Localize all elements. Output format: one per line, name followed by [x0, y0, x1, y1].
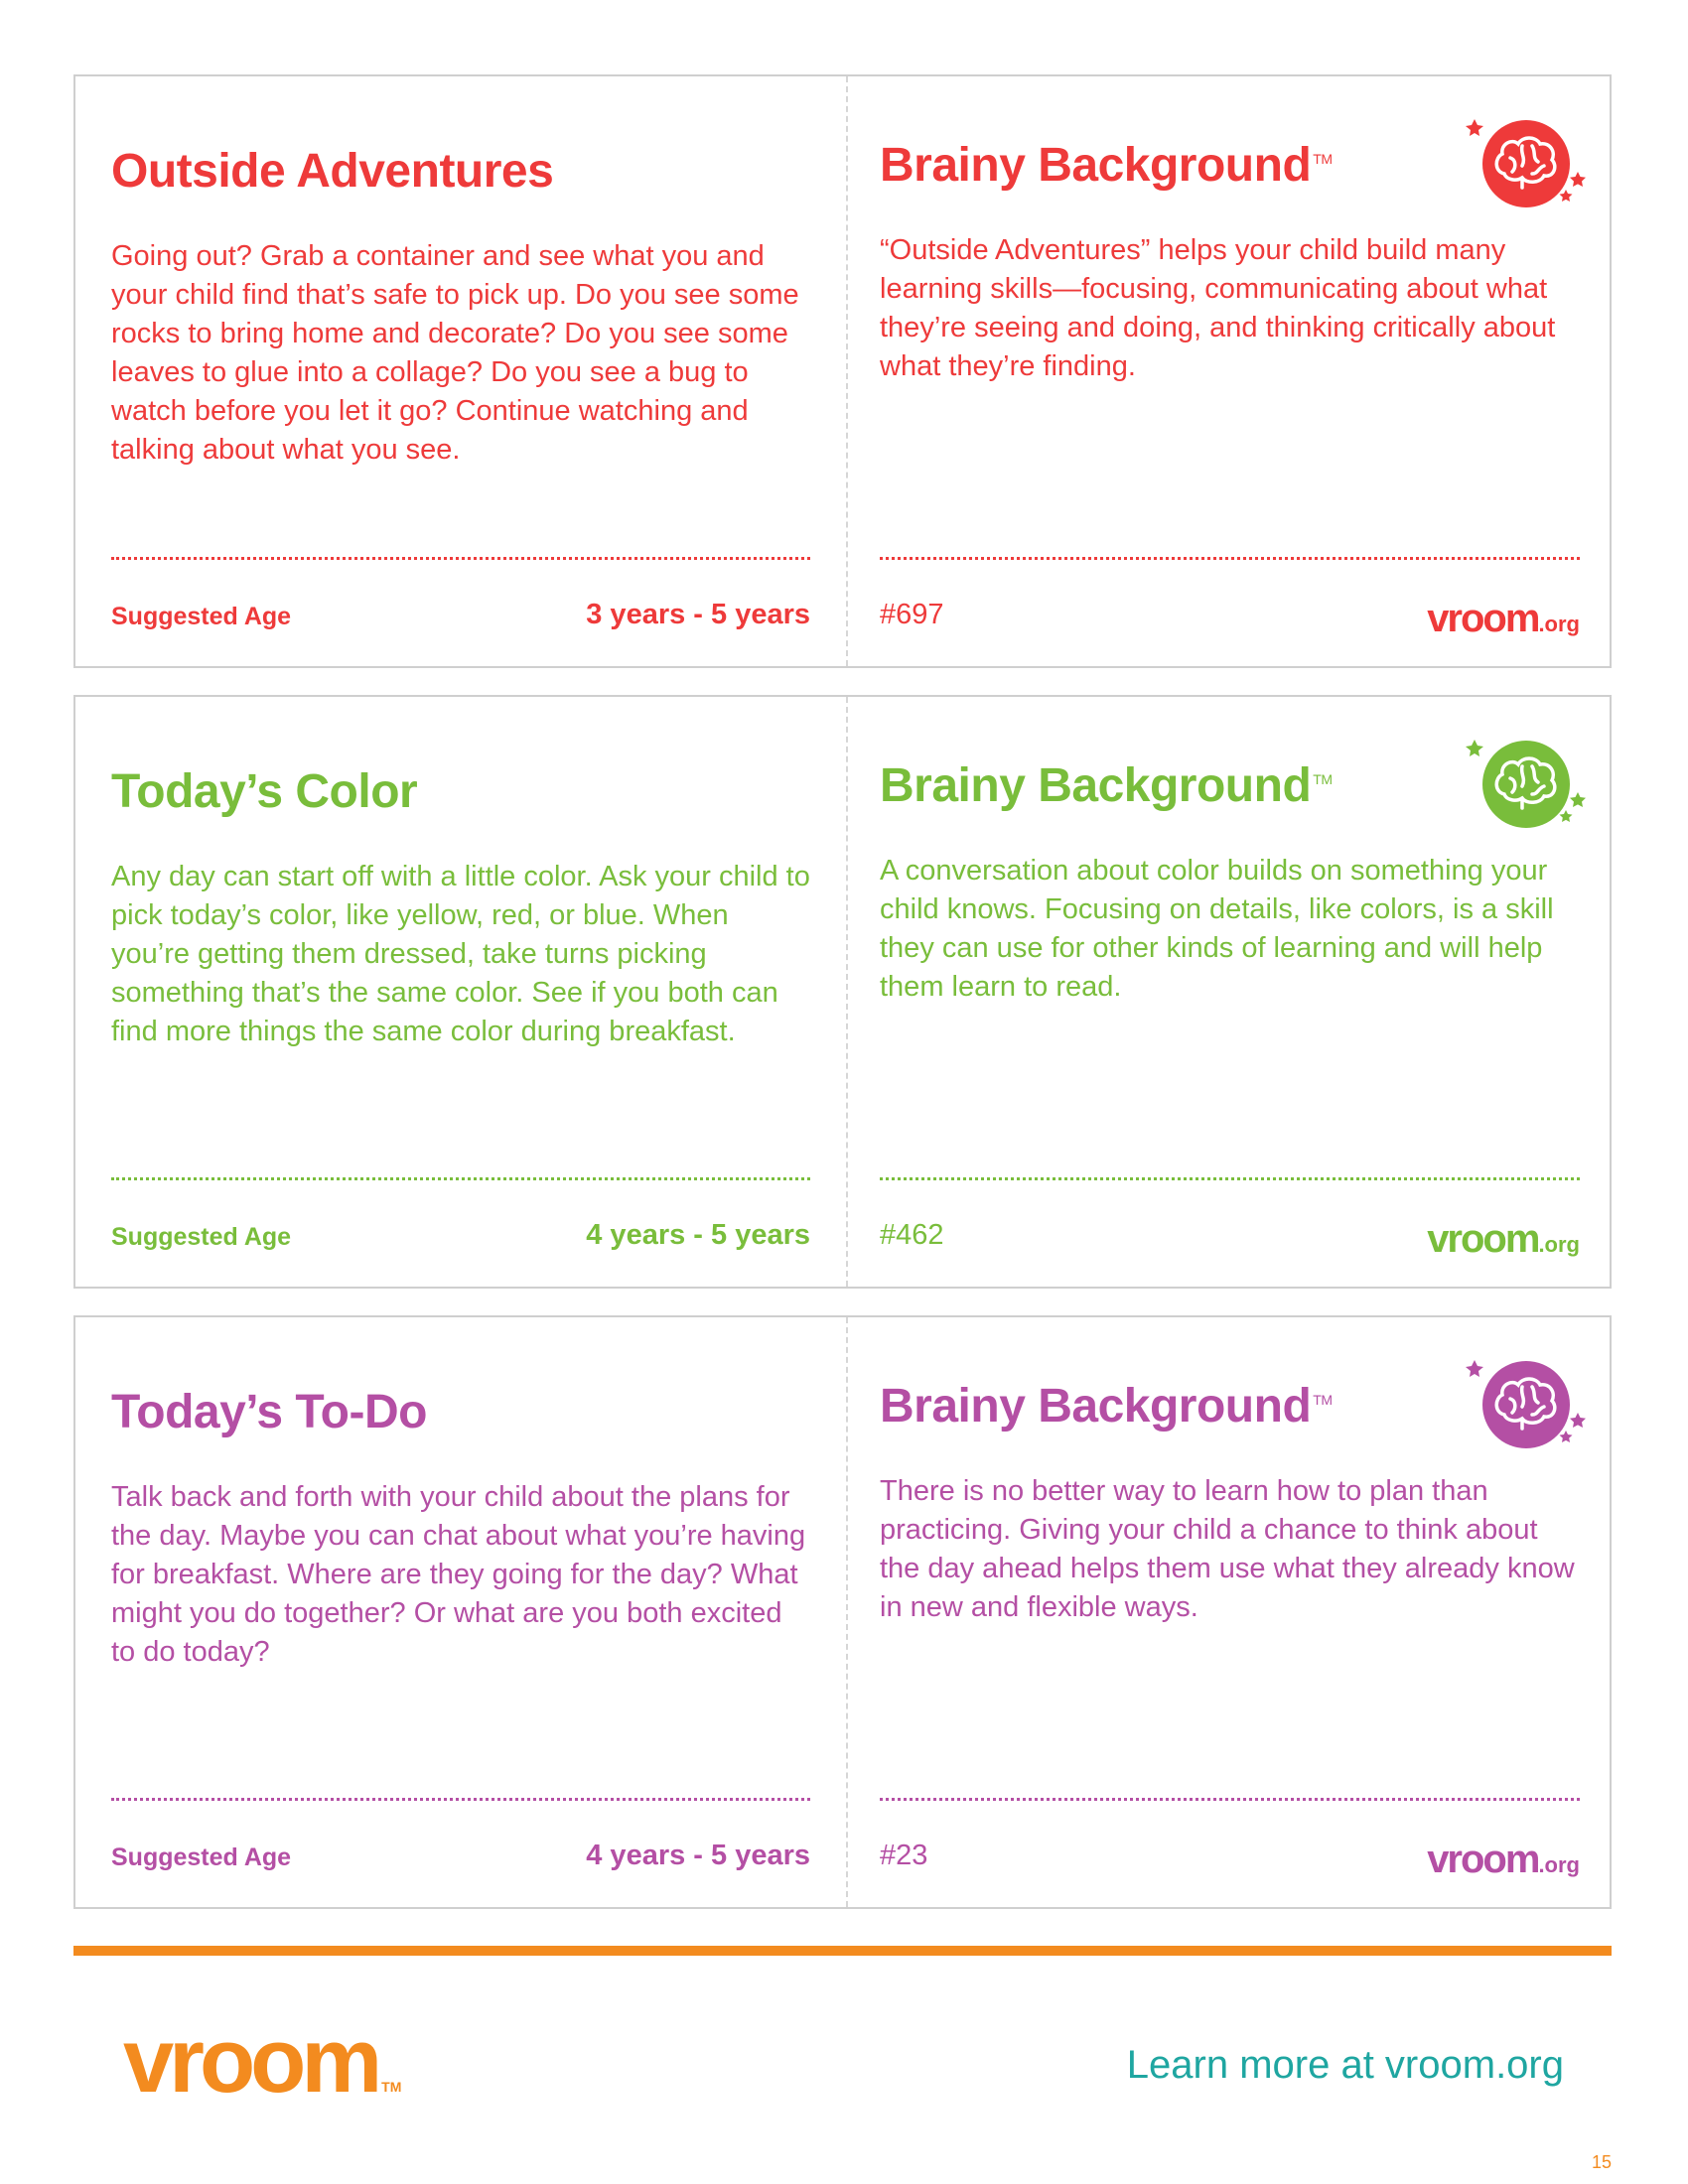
card-fold-divider: [846, 76, 848, 666]
activity-title: Outside Adventures: [111, 145, 554, 198]
dotted-separator: [880, 1798, 1580, 1801]
background-side: [880, 697, 1580, 1287]
vroom-brand-trademark: TM: [381, 2079, 402, 2095]
suggested-age-label: Suggested Age: [111, 603, 292, 630]
activity-text: Any day can start off with a little color. Ask your child to pick today’s color, like yellow, red, or blue. When you’re getting them dressed, take turns picking something that’s the same color. See if you both can find more things the same color during breakfast.: [111, 861, 810, 1047]
activity-side: [111, 76, 810, 666]
activity-card-outside-adventures: [73, 74, 1612, 668]
brainy-background-text: A conversation about color builds on something your child knows. Focusing on details, like colors, is a skill they can use for other kinds of learning and will help them learn to read.: [880, 855, 1554, 1003]
brainy-background-title: [880, 758, 1332, 813]
vroom-logo-text: vroom: [1427, 1838, 1539, 1881]
trademark: TM: [1313, 151, 1333, 167]
background-side: [880, 76, 1580, 666]
age-row: [111, 599, 810, 638]
trademark: TM: [1313, 771, 1333, 787]
brainy-background-title-text: Brainy Background: [880, 139, 1312, 192]
vroom-brand-logo: [123, 2009, 401, 2114]
vroom-logo-text: vroom: [1427, 597, 1539, 640]
learn-more-link[interactable]: Learn more at vroom.org: [1126, 2043, 1564, 2087]
vroom-logo-text: vroom: [1427, 1217, 1539, 1261]
dotted-separator: [111, 1798, 810, 1801]
suggested-age-range: 3 years - 5 years: [586, 599, 810, 630]
age-row: [111, 1840, 810, 1879]
activity-card-todays-color: [73, 695, 1612, 1289]
dotted-separator: [880, 557, 1580, 560]
brainy-background-title: [880, 138, 1332, 193]
card-number-row: [880, 1840, 1580, 1879]
vroom-logo-suffix: .org: [1538, 612, 1580, 636]
card-number: #462: [880, 1219, 944, 1251]
card-number-row: [880, 1219, 1580, 1259]
vroom-org-logo: [1427, 1217, 1580, 1262]
activity-title: Today’s Color: [111, 765, 418, 818]
background-side: [880, 1317, 1580, 1907]
vroom-org-logo: [1427, 1838, 1580, 1882]
brainy-background-text: There is no better way to learn how to plan than practicing. Giving your child a chance to think about the day ahead helps them use what they already know in new and flexible ways.: [880, 1475, 1575, 1623]
activity-side: [111, 697, 810, 1287]
age-row: [111, 1219, 810, 1259]
dotted-separator: [111, 557, 810, 560]
brain-badge-icon: [1461, 1353, 1590, 1462]
vroom-org-logo: [1427, 597, 1580, 641]
brainy-background-text: “Outside Adventures” helps your child build many learning skills—focusing, communicating about what they’re seeing and doing, and thinking critically about what they’re finding.: [880, 234, 1556, 382]
dotted-separator: [111, 1177, 810, 1180]
activity-text: Going out? Grab a container and see what you and your child find that’s safe to pick up. Do you see some rocks to bring home and decorate? Do you see some leaves to glue into a collage? Do you see a bug to watch before you let it go? Continue watching and talking about what you see.: [111, 240, 799, 466]
card-number: #697: [880, 599, 944, 630]
activity-title: Today’s To-Do: [111, 1386, 427, 1438]
activity-side: [111, 1317, 810, 1907]
card-fold-divider: [846, 697, 848, 1287]
card-number-row: [880, 599, 1580, 638]
suggested-age-label: Suggested Age: [111, 1223, 292, 1251]
footer-rule: [73, 1946, 1612, 1956]
brainy-background-title: [880, 1379, 1332, 1433]
dotted-separator: [880, 1177, 1580, 1180]
suggested-age-range: 4 years - 5 years: [586, 1219, 810, 1251]
card-number: #23: [880, 1840, 928, 1871]
vroom-brand-logo-text: vroom: [123, 2010, 378, 2112]
brain-badge-icon: [1461, 733, 1590, 842]
brainy-background-title-text: Brainy Background: [880, 1380, 1312, 1433]
vroom-logo-suffix: .org: [1538, 1232, 1580, 1257]
brainy-background-title-text: Brainy Background: [880, 759, 1312, 812]
page-number: 15: [1591, 2152, 1612, 2172]
trademark: TM: [1313, 1392, 1333, 1408]
card-fold-divider: [846, 1317, 848, 1907]
suggested-age-range: 4 years - 5 years: [586, 1840, 810, 1871]
suggested-age-label: Suggested Age: [111, 1843, 292, 1871]
activity-text: Talk back and forth with your child about the plans for the day. Maybe you can chat about what you’re having for breakfast. Where are they going for the day? What might you do together? Or what are you both excited to do today?: [111, 1481, 806, 1668]
activity-card-todays-to-do: [73, 1315, 1612, 1909]
vroom-logo-suffix: .org: [1538, 1852, 1580, 1877]
brain-badge-icon: [1461, 112, 1590, 221]
